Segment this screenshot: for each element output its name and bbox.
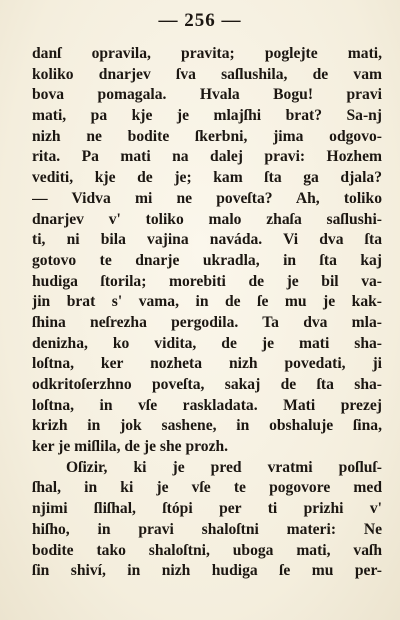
text-line: gotovo te dnarje ukradla, in ſta kaj (32, 251, 382, 269)
text-line: krizh in jok sashene, in obshaluje ſina, (32, 417, 382, 435)
text-line: nizh ne bodite ſkerbni, jima odgovo- (32, 127, 382, 145)
text-line: ſhal, in ki je vſe te pogovore med (32, 479, 382, 497)
text-line: loſtna, ker nozheta nizh povedati, ji (32, 355, 382, 373)
text-line: mati, pa kje je mlajſhi brat? Sa-nj (32, 107, 382, 125)
text-line: loſtna, in vſe raskladata. Mati prezej (32, 396, 382, 414)
text-line: ker je miſlila, de je she prozh. (32, 438, 229, 456)
text-line: jin brat s' vama, in de ſe mu je kak- (32, 293, 382, 311)
page-number: — 256 — (158, 10, 242, 31)
text-line: koliko dnarjev ſva saſlushila, de vam (32, 65, 382, 83)
text-line: hiſho, in pravi shaloſtni materi: Ne (32, 520, 382, 538)
text-line: — Vidva mi ne poveſta? Ah, toliko (32, 189, 382, 207)
text-line: njimi ſliſhal, ſtópi per ti prizhi v' (32, 500, 382, 518)
text-line: ſin shiví, in nizh hudiga ſe mu per- (32, 562, 382, 580)
text-line: denizha, ko vidita, de je mati sha- (32, 334, 382, 352)
text-line: hudiga ſtorila; morebiti de je bil va- (32, 272, 382, 290)
text-line: rita. Pa mati na dalej pravi: Hozhem (32, 148, 382, 166)
text-line: ſhina neſrezha pergodila. Ta dva mla- (32, 313, 382, 331)
text-line: odkritoſerzhno poveſta, sakaj de ſta sha- (32, 376, 382, 393)
text-line: vediti, kje de je; kam ſta ga djala? (32, 169, 382, 187)
text-line: danſ opravila, pravita; poglejte mati, (32, 45, 382, 62)
text-line: bodite tako shaloſtni, uboga mati, vaſh (32, 541, 382, 559)
text-line: ti, ni bila vajina naváda. Vi dva ſta (32, 231, 382, 249)
text-line: Oſizir, ki je pred vratmi poſluſ- (66, 458, 382, 476)
text-line: bova pomagala. Hvala Bogu! pravi (32, 86, 382, 104)
paragraph-2 (32, 458, 382, 582)
text-line: dnarjev v' toliko malo zhaſa saſlushi- (32, 210, 382, 228)
paragraph-1 (32, 44, 382, 458)
page-text (32, 44, 382, 582)
